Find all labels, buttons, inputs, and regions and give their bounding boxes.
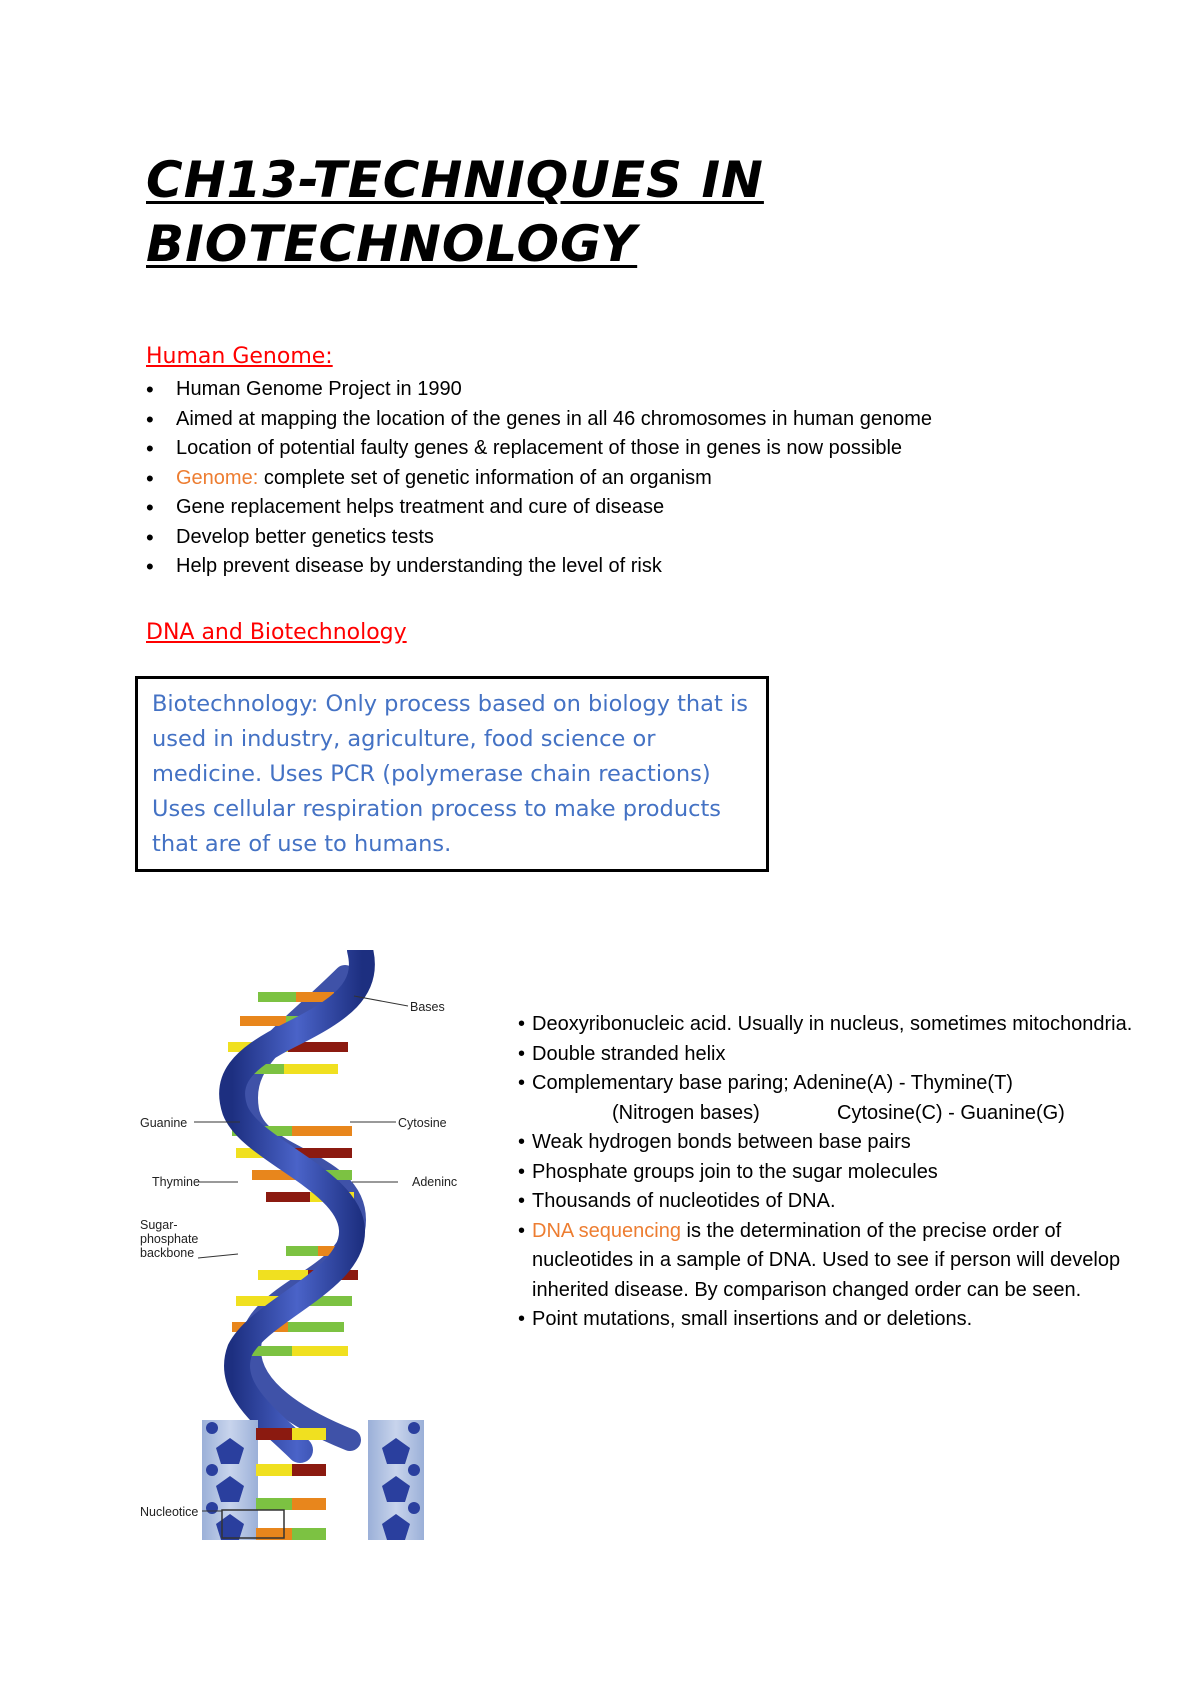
human-genome-list	[146, 375, 932, 582]
genome-term: Genome:	[176, 466, 259, 489]
label-sugar-3: backbone	[140, 1246, 195, 1260]
biotechnology-definition-box: Biotechnology: Only process based on biology that is used in industry, agriculture, food science or medicine. Uses PCR (polymerase chain reactions) Uses cellular respiration process to make products that are of use to humans.	[135, 676, 769, 872]
list-item: • Point mutations, small insertions and or deletions.	[518, 1305, 1158, 1335]
list-item	[146, 464, 932, 494]
title-line-1: CH13-TECHNIQUES IN	[146, 151, 764, 209]
cg-pair-note: Cytosine(C) - Guanine(G)	[837, 1101, 1065, 1124]
base-pairing-line: Complementary base paring; Adenine(A) - Thymine(T)	[532, 1072, 1013, 1094]
list-item: • Location of potential faulty genes & replacement of those in genes is now possible	[146, 434, 932, 464]
list-item: • Help prevent disease by understanding the level of risk	[146, 552, 932, 582]
label-sugar-1: Sugar-	[140, 1218, 178, 1232]
title-line-2: BIOTECHNOLOGY	[146, 215, 638, 273]
list-item: • Aimed at mapping the location of the genes in all 46 chromosomes in human genome	[146, 405, 932, 435]
list-item: • Gene replacement helps treatment and cure of disease	[146, 493, 932, 523]
list-item: • Human Genome Project in 1990	[146, 375, 932, 405]
dna-helix-diagram	[140, 950, 480, 1540]
nitrogen-bases-row	[532, 1099, 1158, 1129]
label-guanine: Guanine	[140, 1116, 188, 1130]
nitrogen-bases-note: (Nitrogen bases)	[612, 1101, 760, 1124]
list-item: • Deoxyribonucleic acid. Usually in nucleus, sometimes mitochondria.	[518, 1010, 1158, 1040]
genome-definition: complete set of genetic information of an organism	[263, 466, 712, 489]
label-adenine: Adeninc	[412, 1175, 458, 1189]
dna-facts-list	[518, 1010, 1158, 1335]
label-sugar-2: phosphate	[140, 1232, 199, 1246]
list-item	[518, 1217, 1158, 1306]
dna-sequencing-definition: is the determination of the precise order of nucleotides in a sample of DNA. Used to see if person will develop inherited disease. By comparison changed order can be seen.	[532, 1219, 1121, 1301]
list-item: • Develop better genetics tests	[146, 523, 932, 553]
human-genome-heading: Human Genome:	[146, 344, 333, 369]
list-item: • Weak hydrogen bonds between base pairs	[518, 1128, 1158, 1158]
dna-sequencing-term: DNA sequencing	[532, 1219, 681, 1242]
label-bases: Bases	[410, 1000, 445, 1014]
label-cytosine: Cytosine	[398, 1116, 447, 1130]
list-item: • Phosphate groups join to the sugar molecules	[518, 1158, 1158, 1188]
dna-biotech-heading: DNA and Biotechnology	[146, 620, 407, 645]
page-title	[146, 148, 764, 276]
label-nucleotide: Nucleotice	[140, 1505, 199, 1519]
list-item	[518, 1069, 1158, 1128]
label-thymine: Thymine	[152, 1175, 200, 1189]
list-item: • Double stranded helix	[518, 1040, 1158, 1070]
list-item: • Thousands of nucleotides of DNA.	[518, 1187, 1158, 1217]
